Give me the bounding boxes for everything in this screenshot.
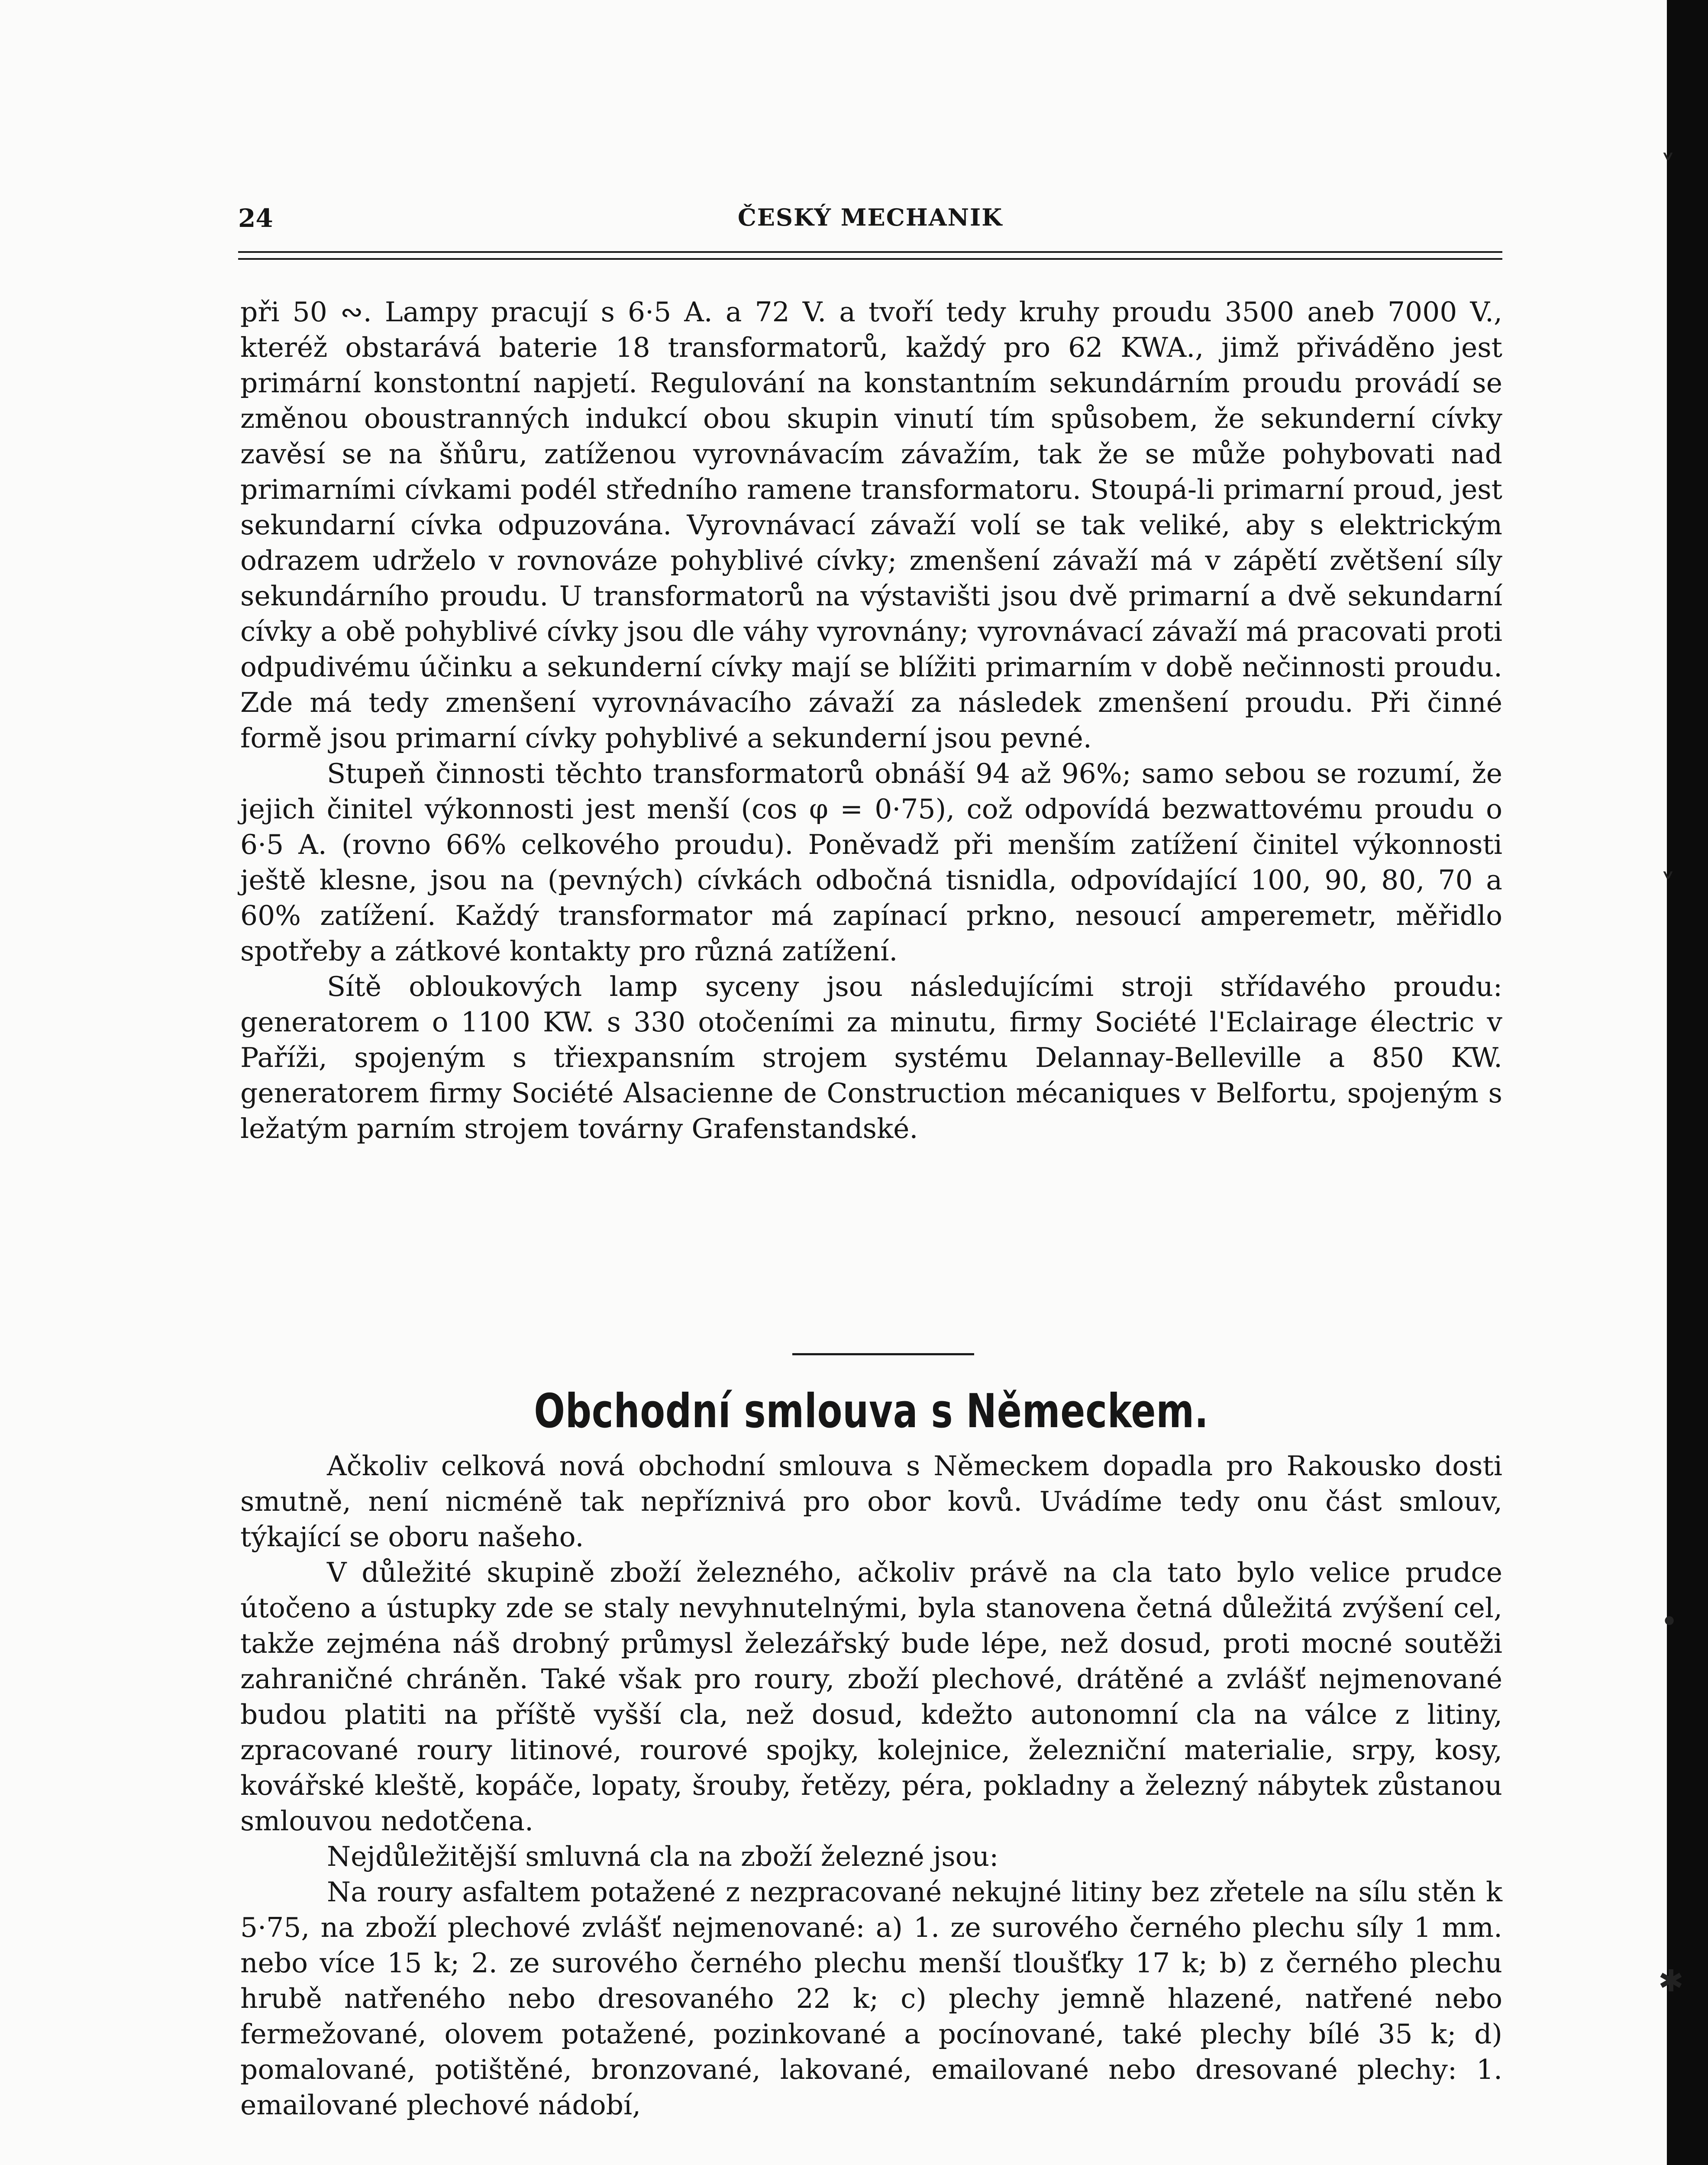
running-head [238,204,1502,238]
margin-mark: ✱ [1658,1963,1684,1999]
trade-agreement-article [240,1448,1502,2123]
margin-mark: ˅ [1660,868,1676,903]
scan-border [1667,0,1708,2165]
paragraph: V důležité skupině zboží železného, ačkoliv právě na cla tato bylo velice prudce útočeno a ústupky zde se staly nevyhnutelnými, byla stanovena četná důležitá zvýšení cel, takže zejména náš drobný průmysl železářský bude lépe, než dosud, proti mocné soutěži zahraničné chráněn. Také však pro roury, zboží plechové, drátěné a zvlášť nejmenované budou platiti na příště vyšší cla, než dosud, kdežto autonomní cla na válce z litiny, zpracované roury litinové, rourové spojky, kolejnice, železniční materialie, srpy, kosy, kovářské kleště, kopáče, lopaty, šrouby, řetězy, péra, pokladny a železný nábytek zůstanou smlouvou nedotčena. [240,1557,1502,1837]
margin-mark: • [1660,1604,1679,1639]
section-separator [792,1353,974,1355]
paragraph: Na roury asfaltem potažené z nezpracované nekujné litiny bez zřetele na sílu stěn k 5·75, na zboží plechové zvlášť nejmenované: a) 1. ze surového černého plechu síly 1 mm. nebo více 15 k; 2. ze surového černého plechu menší tloušťky 17 k; b) z černého plechu hrubě natřeného nebo dresovaného 22 k; c) plechy jemně hlazené, natřené nebo fermežované, olovem potažené, pozinkované a pocínované, také plechy bílé 35 k; d) pomalované, potištěné, bronzované, lakované, emailované nebo dresované plechy: 1. emailované plechové nádobí, [240,1876,1502,2121]
article-continuation [240,294,1502,1147]
section-title: Obchodní smlouva s Německem. [534,1384,1209,1438]
paragraph: Ačkoliv celková nová obchodní smlouva s Německem dopadla pro Rakousko dosti smutně, není nicméně tak nepříznivá pro obor kovů. Uvádíme tedy onu část smlouv, týkající se oboru našeho. [240,1450,1502,1553]
header-double-rule [238,251,1502,260]
paragraph: Nejdůležitější smluvná cla na zboží železné jsou: [327,1841,999,1872]
page-number: 24 [238,204,273,233]
paragraph: Stupeň činnosti těchto transformatorů obnáší 94 až 96%; samo sebou se rozumí, že jejich činitel výkonnosti jest menší (cos φ = 0·75), což odpovídá bezwattovému proudu o 6·5 A. (rovno 66% celkového proudu). Poněvadž při menším zatížení činitel výkonnosti ještě klesne, jsou na (pevných) cívkách odbočná tisnidla, odpovídající 100, 90, 80, 70 a 60% zatížení. Každý transformator má zapínací prkno, nesoucí amperemetr, měřidlo spotřeby a zátkové kontakty pro různá zatížení. [240,758,1502,967]
paragraph: Sítě obloukových lamp syceny jsou následujícími stroji střídavého proudu: generatorem o 1100 KW. s 330 otočeními za minutu, firmy Société l'Eclairage électric v Paříži, spojeným s třiexpansním strojem systému Delannay-Belleville a 850 KW. generatorem firmy Société Alsacienne de Construction mécaniques v Belfortu, spojeným s ležatým parním strojem továrny Grafenstandské. [240,971,1502,1144]
paragraph: při 50 ∾. Lampy pracují s 6·5 A. a 72 V. a tvoří tedy kruhy proudu 3500 aneb 7000 V., kteréž obstarává baterie 18 transformatorů, každý pro 62 KWA., jimž přiváděno jest primární konstontní napjetí. Regulování na konstantním sekundárním proudu provádí se změnou oboustranných indukcí obou skupin vinutí tím spůsobem, že sekunderní cívky zavěsí se na šňůru, zatíženou vyrovnávacím závažím, tak že se může pohybovati nad primarními cívkami podél středního ramene transformatoru. Stoupá-li primarní proud, jest sekundarní cívka odpuzována. Vyrovnávací závaží volí se tak veliké, aby s elektrickým odrazem udrželo v rovnováze pohyblivé cívky; zmenšení závaží má v zápětí zvětšení síly sekundárního proudu. U transformatorů na výstavišti jsou dvě primarní a dvě sekundarní cívky a obě pohyblivé cívky jsou dle váhy vyrovnány; vyrovnávací závaží má pracovati proti odpudivému účinku a sekunderní cívky mají se blížiti primarním v době nečinnosti proudu. Zde má tedy zmenšení vyrovnávacího závaží za následek zmenšení proudu. Při činné formě jsou primarní cívky pohyblivé a sekunderní jsou pevné. [240,296,1502,754]
journal-title: ČESKÝ MECHANIK [737,204,1003,231]
margin-mark: ˅ [1660,149,1676,184]
